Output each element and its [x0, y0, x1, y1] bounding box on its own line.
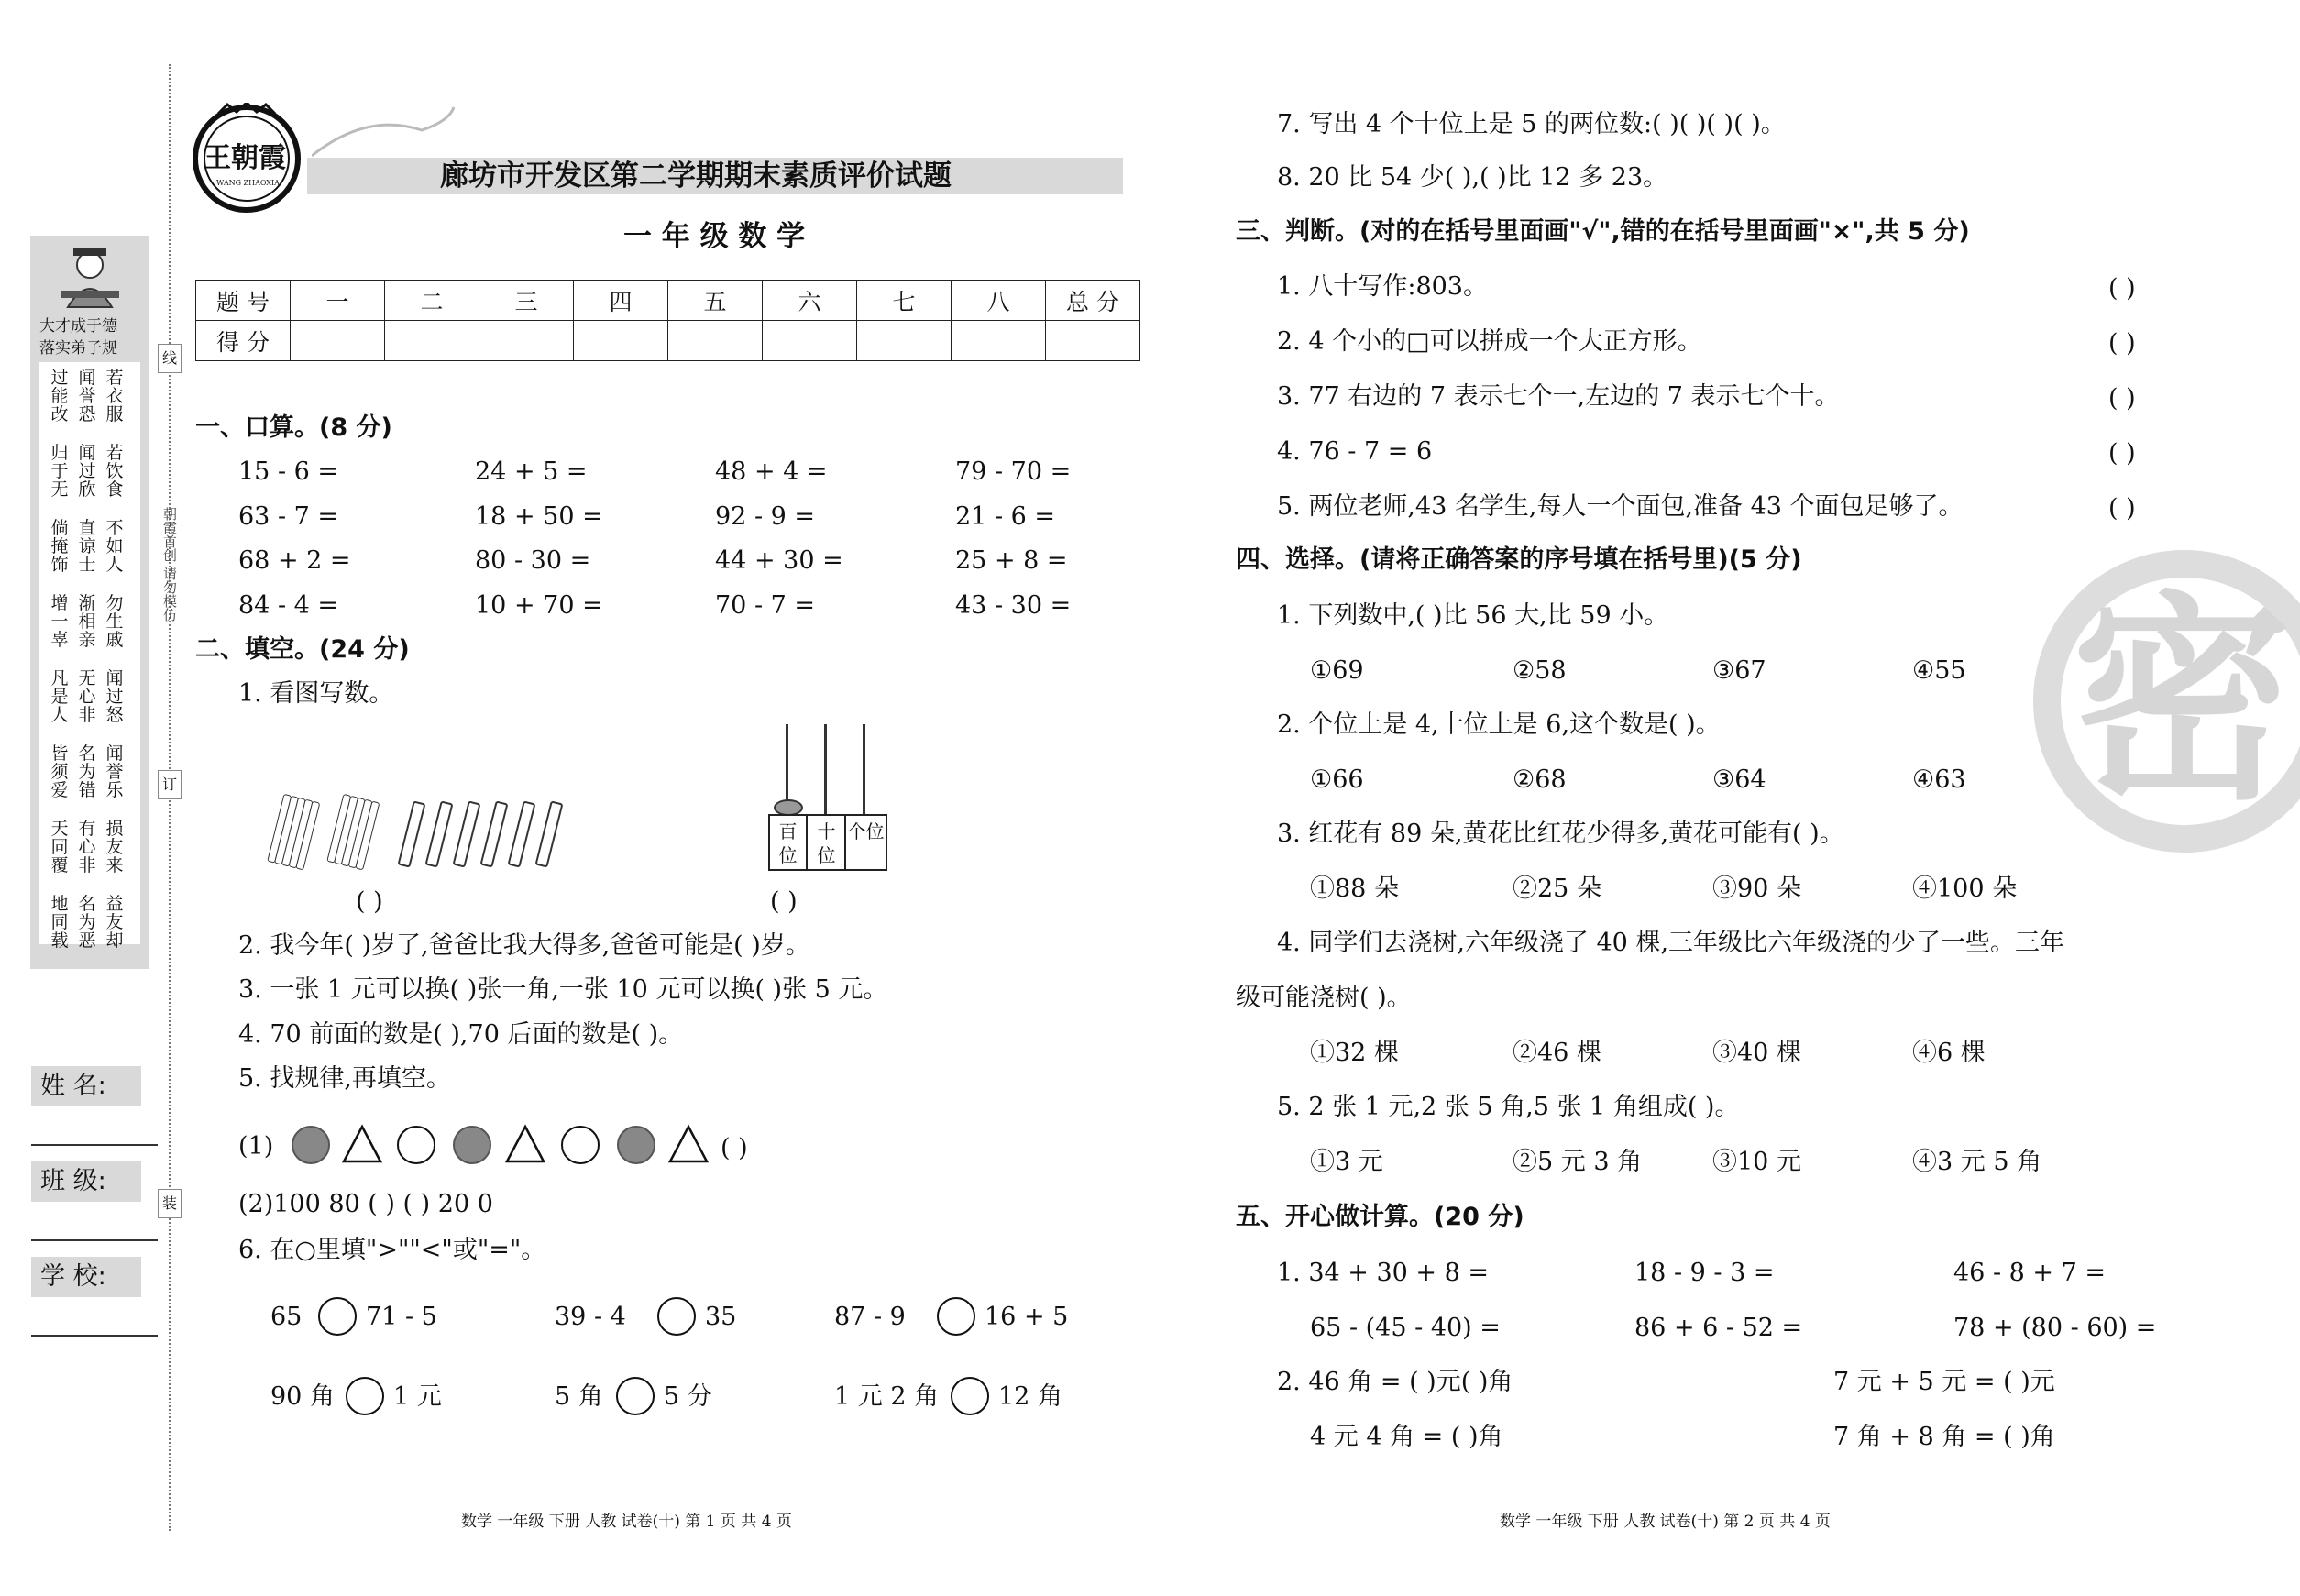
q2-5-text: 5. 找规律,再填空。: [238, 1064, 451, 1093]
q2-8-text: 8. 20 比 54 少( ),( )比 12 多 23。: [1277, 163, 1668, 192]
score-cell[interactable]: [668, 321, 763, 361]
score-header-cell: 六: [763, 281, 857, 321]
hollow-circle-icon: [397, 1126, 435, 1164]
judgement-item: 4. 76 - 7 = 6: [1277, 437, 1433, 466]
choice-option[interactable]: ①3 元: [1310, 1148, 1383, 1176]
q2-4-text: 4. 70 前面的数是( ),70 后面的数是( )。: [238, 1020, 684, 1049]
class-line[interactable]: [31, 1239, 158, 1241]
triangle-icon: [667, 1124, 710, 1164]
choice-option[interactable]: ①32 棵: [1310, 1039, 1399, 1067]
sidebar-verse: 地同载: [50, 894, 69, 951]
score-header-cell: 二: [385, 281, 479, 321]
choice-option[interactable]: ①66: [1310, 765, 1364, 794]
oral-item: 21 - 6 =: [955, 502, 1056, 531]
choice-option[interactable]: ②25 朵: [1513, 875, 1601, 903]
score-table: [195, 280, 1140, 361]
calc-1-2: 18 - 9 - 3 =: [1634, 1259, 1775, 1287]
judgement-answer[interactable]: ( ): [2108, 439, 2136, 468]
q2-5-2-text: (2)100 80 ( ) ( ) 20 0: [238, 1190, 493, 1218]
abacus-label-hundreds: 百位: [770, 816, 808, 869]
oral-item: 18 + 50 =: [475, 502, 603, 531]
compare-right: 71 - 5: [366, 1303, 437, 1331]
sidebar-verse: 闻誉恐: [78, 368, 96, 424]
cut-mark-2: 订: [158, 770, 182, 799]
judgement-item: 5. 两位老师,43 名学生,每人一个面包,准备 43 个面包足够了。: [1277, 492, 1964, 521]
compare-left: 87 - 9: [834, 1303, 906, 1331]
score-header-cell: 题 号: [196, 281, 291, 321]
choice-option[interactable]: ②58: [1513, 656, 1567, 685]
q2-5-1-label: (1): [238, 1132, 274, 1161]
oral-item: 25 + 8 =: [955, 546, 1068, 575]
sidebar-verse: 闻过怒: [105, 668, 124, 725]
calc-4-2: 7 角 + 8 角 = ( )角: [1833, 1423, 2055, 1451]
sidebar-verse: 皆须爱: [50, 743, 69, 800]
logo-subtext: WANG ZHAOXIA: [216, 179, 280, 187]
pattern-answer[interactable]: ( ): [721, 1134, 748, 1162]
oral-item: 84 - 4 =: [238, 591, 339, 620]
score-row-label: 得 分: [196, 321, 291, 361]
name-label: 姓 名:: [31, 1066, 141, 1106]
school-label: 学 校:: [31, 1257, 141, 1297]
oral-item: 43 - 30 =: [955, 591, 1072, 620]
abacus-label-tens: 十位: [809, 816, 846, 869]
sidebar-verse: 若衣服: [105, 368, 124, 424]
oral-item: 79 - 70 =: [955, 457, 1072, 486]
sidebar-verse: 渐相亲: [78, 593, 96, 650]
compare-left: 39 - 4: [555, 1303, 626, 1331]
choice-question: 3. 红花有 89 朵,黄花比红花少得多,黄花可能有( )。: [1277, 820, 1844, 848]
score-header-cell: 五: [668, 281, 763, 321]
section2-title: 二、填空。(24 分): [195, 635, 410, 664]
choice-option[interactable]: ④100 朵: [1912, 875, 2018, 903]
sidebar-verse: 若饮食: [105, 443, 124, 500]
choice-option[interactable]: ④55: [1912, 656, 1966, 685]
sidebar-verse: 归于无: [50, 443, 69, 500]
oral-item: 92 - 9 =: [715, 502, 816, 531]
score-header-cell: 八: [952, 281, 1046, 321]
score-cell[interactable]: [763, 321, 857, 361]
sidebar-verse: 损友来: [105, 819, 124, 875]
choice-question: 5. 2 张 1 元,2 张 5 角,5 张 1 角组成( )。: [1277, 1093, 1740, 1121]
compare-left: 90 角: [270, 1382, 335, 1411]
judgement-item: 2. 4 个小的□可以拼成一个大正方形。: [1277, 327, 1702, 356]
score-row: [196, 321, 1140, 361]
abacus-base: [768, 814, 887, 871]
sidebar-verse: 名为恶: [78, 894, 96, 951]
choice-option[interactable]: ③10 元: [1712, 1148, 1801, 1176]
sidebar-verse: 倘掩饰: [50, 518, 69, 575]
q2-2-text: 2. 我今年( )岁了,爸爸比我大得多,爸爸可能是( )岁。: [238, 931, 810, 960]
section4-title: 四、选择。(请将正确答案的序号填在括号里)(5 分): [1236, 545, 1802, 574]
judgement-answer[interactable]: ( ): [2108, 384, 2136, 413]
choice-question: 4. 同学们去浇树,六年级浇了 40 棵,三年级比六年级浇的少了一些。三年: [1277, 929, 2065, 957]
sticks-answer[interactable]: ( ): [356, 887, 383, 916]
stick-bundle-icon: [327, 794, 383, 869]
watermark-char: 密: [2071, 573, 2292, 830]
oral-item: 10 + 70 =: [475, 591, 603, 620]
choice-option[interactable]: ②68: [1513, 765, 1567, 794]
sidebar-verse: 有心非: [78, 819, 96, 875]
score-cell[interactable]: [574, 321, 668, 361]
score-header-cell: 总 分: [1046, 281, 1140, 321]
sidebar-verse: 天同覆: [50, 819, 69, 875]
calc-2-1: 65 - (45 - 40) =: [1310, 1314, 1501, 1342]
sidebar-verse: 过能改: [50, 368, 69, 424]
compare-circle-input[interactable]: [937, 1297, 975, 1336]
oral-item: 44 + 30 =: [715, 546, 843, 575]
calc-2-2: 86 + 6 - 52 =: [1634, 1314, 1803, 1342]
oral-item: 48 + 4 =: [715, 457, 828, 486]
sidebar-motto-bottom: 落实弟子规: [39, 339, 117, 358]
calc-1-3: 46 - 8 + 7 =: [1953, 1259, 2106, 1287]
score-header-cell: 七: [857, 281, 952, 321]
choice-option[interactable]: ③40 棵: [1712, 1039, 1801, 1067]
compare-right: 35: [705, 1303, 737, 1331]
score-header-cell: 一: [291, 281, 385, 321]
score-cell[interactable]: [291, 321, 385, 361]
section1-title: 一、口算。(8 分): [195, 413, 392, 442]
sidebar-verse: 不如人: [105, 518, 124, 575]
choice-option[interactable]: ③67: [1712, 656, 1766, 685]
choice-option[interactable]: ③90 朵: [1712, 875, 1801, 903]
q2-6-text: 6. 在○里填">""<"或"="。: [238, 1236, 546, 1264]
compare-right: 12 角: [998, 1382, 1062, 1411]
class-label: 班 级:: [31, 1161, 141, 1202]
compare-left: 1 元 2 角: [834, 1382, 940, 1411]
score-cell[interactable]: [479, 321, 574, 361]
oral-item: 15 - 6 =: [238, 457, 339, 486]
triangle-icon: [504, 1124, 546, 1164]
triangle-icon: [341, 1124, 383, 1164]
hollow-circle-icon: [561, 1126, 600, 1164]
section3-title: 三、判断。(对的在括号里面画"√",错的在括号里面画"×",共 5 分): [1236, 217, 1970, 246]
filled-circle-icon: [292, 1126, 330, 1164]
compare-left: 5 角: [555, 1382, 603, 1411]
choice-question: 2. 个位上是 4,十位上是 6,这个数是( )。: [1277, 710, 1721, 739]
stick-bundle-icon: [268, 794, 324, 869]
single-stick-icon: [534, 800, 563, 867]
compare-circle-input[interactable]: [346, 1377, 384, 1415]
choice-option[interactable]: ①88 朵: [1310, 875, 1399, 903]
judgement-item: 3. 77 右边的 7 表示七个一,左边的 7 表示七个十。: [1277, 382, 1840, 411]
judgement-answer[interactable]: ( ): [2108, 329, 2136, 358]
school-line[interactable]: [31, 1335, 158, 1337]
sidebar-motto-top: 大才成于德: [39, 317, 117, 336]
single-stick-icon: [507, 800, 535, 867]
sidebar-verse: 勿生戚: [105, 593, 124, 650]
sidebar-verse: 增一辜: [50, 593, 69, 650]
choice-option[interactable]: ④63: [1912, 765, 1966, 794]
choice-option[interactable]: ②5 元 3 角: [1513, 1148, 1643, 1176]
name-line[interactable]: [31, 1144, 158, 1146]
compare-right: 5 分: [664, 1382, 712, 1411]
oral-item: 70 - 7 =: [715, 591, 816, 620]
abacus-answer[interactable]: ( ): [770, 887, 798, 916]
oral-item: 80 - 30 =: [475, 546, 591, 575]
compare-circle-input[interactable]: [616, 1377, 655, 1415]
judgement-answer[interactable]: ( ): [2108, 494, 2136, 523]
choice-option[interactable]: ④3 元 5 角: [1912, 1148, 2042, 1176]
compare-circle-input[interactable]: [318, 1297, 357, 1336]
compare-right: 16 + 5: [985, 1303, 1069, 1331]
footer-right: 数学 一年级 下册 人教 试卷(十) 第 2 页 共 4 页: [1500, 1513, 1831, 1531]
score-cell[interactable]: [952, 321, 1046, 361]
score-cell[interactable]: [385, 321, 479, 361]
calc-1-1: 1. 34 + 30 + 8 =: [1277, 1259, 1490, 1287]
filled-circle-icon: [617, 1126, 655, 1164]
section5-title: 五、开心做计算。(20 分): [1236, 1203, 1524, 1231]
compare-circle-input[interactable]: [951, 1377, 989, 1415]
choice-option[interactable]: ①69: [1310, 656, 1364, 685]
q2-1-text: 1. 看图写数。: [238, 679, 394, 708]
exam-title: 廊坊市开发区第二学期期末素质评价试题: [440, 160, 952, 193]
single-stick-icon: [479, 800, 508, 867]
calc-3-2: 7 元 + 5 元 = ( )元: [1833, 1368, 2055, 1396]
q2-7-text: 7. 写出 4 个十位上是 5 的两位数:( )( )( )( )。: [1277, 110, 1786, 138]
filled-circle-icon: [453, 1126, 491, 1164]
sidebar-verse: 无心非: [78, 668, 96, 725]
sidebar-verse: 益友却: [105, 894, 124, 951]
footer-left: 数学 一年级 下册 人教 试卷(十) 第 1 页 共 4 页: [461, 1513, 792, 1531]
cut-mark-1: 线: [158, 344, 182, 373]
subject-title: 一 年 级 数 学: [623, 220, 806, 253]
sidebar-verse: 直谅士: [78, 518, 96, 575]
q2-3-text: 3. 一张 1 元可以换( )张一角,一张 10 元可以换( )张 5 元。: [238, 975, 888, 1004]
judgement-answer[interactable]: ( ): [2108, 274, 2136, 303]
judgement-item: 1. 八十写作:803。: [1277, 272, 1488, 301]
calc-2-3: 78 + (80 - 60) =: [1953, 1314, 2157, 1342]
sidebar-seal-text: 朝霞首创 请勿模仿: [161, 506, 178, 622]
compare-right: 1 元: [393, 1382, 442, 1411]
oral-item: 63 - 7 =: [238, 502, 339, 531]
score-cell[interactable]: [1046, 321, 1140, 361]
abacus-label-ones: 个位: [847, 820, 885, 842]
compare-left: 65: [270, 1303, 303, 1331]
choice-option[interactable]: ④6 棵: [1912, 1039, 1986, 1067]
logo-text: 王朝霞: [204, 142, 286, 174]
oral-item: 68 + 2 =: [238, 546, 351, 575]
calc-4-1: 4 元 4 角 = ( )角: [1310, 1423, 1503, 1451]
calc-3-1: 2. 46 角 = ( )元( )角: [1277, 1368, 1513, 1396]
sidebar-verse: 名为错: [78, 743, 96, 800]
compare-circle-input[interactable]: [657, 1297, 696, 1336]
sidebar-verse: 凡是人: [50, 668, 69, 725]
cut-mark-3: 装: [158, 1189, 182, 1218]
score-header-row: [196, 281, 1140, 321]
choice-option[interactable]: ③64: [1712, 765, 1766, 794]
ribbon-decoration: [312, 103, 458, 158]
single-stick-icon: [452, 800, 480, 867]
abacus-rod-icon: [824, 724, 827, 816]
score-header-cell: 四: [574, 281, 668, 321]
abacus-rod-icon: [863, 724, 865, 816]
score-cell[interactable]: [857, 321, 952, 361]
choice-question-cont: 级可能浇树( )。: [1236, 984, 1412, 1012]
single-stick-icon: [397, 800, 425, 867]
oral-item: 24 + 5 =: [475, 457, 588, 486]
single-stick-icon: [424, 800, 453, 867]
sidebar-verse: 闻誉乐: [105, 743, 124, 800]
choice-question: 1. 下列数中,( )比 56 大,比 59 小。: [1277, 601, 1669, 630]
sidebar-verse: 闻过欣: [78, 443, 96, 500]
choice-option[interactable]: ②46 棵: [1513, 1039, 1601, 1067]
score-header-cell: 三: [479, 281, 574, 321]
sidebar-figure: [55, 243, 125, 313]
